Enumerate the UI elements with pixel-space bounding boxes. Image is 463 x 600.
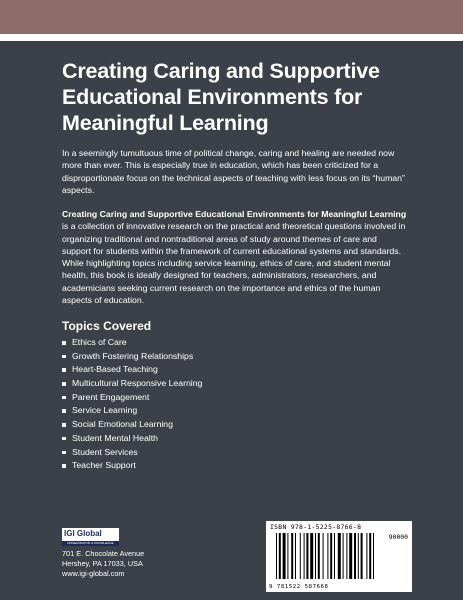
ean-digits: 9 781522 587668 xyxy=(269,584,329,590)
paragraph-body: is a collection of innovative research on the practical and theoretical questions involved in organizing traditional and nontraditional areas of study around themes of care and support for students within the framework of current educational systems and standards. While highlighting topics including service learning, ethics of care, and student mental health, this book is ideally designed for teachers, administrators, researchers, and academicians seeking current research on the importance and ethics of the human aspects of education. xyxy=(62,221,406,306)
back-cover xyxy=(0,41,463,600)
barcode-icon xyxy=(274,533,404,581)
bullet-icon xyxy=(62,368,66,372)
topics-list xyxy=(62,336,202,473)
topic-label: Student Mental Health xyxy=(72,432,158,443)
list-item xyxy=(62,350,202,364)
topic-label: Social Emotional Learning xyxy=(72,419,173,430)
address-line: Hershey, PA 17033, USA xyxy=(62,559,143,568)
title-line: Creating Caring and Supportive xyxy=(62,59,380,83)
topics-heading: Topics Covered xyxy=(62,319,152,333)
topic-label: Heart-Based Teaching xyxy=(72,364,158,375)
description-paragraph-1: In a seemingly tumultuous time of political change, caring and healing are needed now more than ever. This is especially true in education, which has been criticized for a disproportionate focus on the technical aspects of teaching with less focus on its “human” aspects. xyxy=(62,148,405,195)
bullet-icon xyxy=(62,464,66,468)
book-title xyxy=(62,58,402,136)
list-item xyxy=(62,418,202,432)
list-item xyxy=(62,336,202,350)
logo-tagline: DISSEMINATOR of KNOWLEDGE xyxy=(62,541,119,546)
website-link[interactable]: www.igi-global.com xyxy=(62,569,125,578)
bullet-icon xyxy=(62,409,66,413)
list-item xyxy=(62,432,202,446)
bullet-icon xyxy=(62,396,66,400)
list-item xyxy=(62,404,202,418)
topic-label: Multicultural Responsive Learning xyxy=(72,378,203,389)
topic-label: Growth Fostering Relationships xyxy=(72,350,194,361)
topic-label: Teacher Support xyxy=(72,460,136,471)
topic-label: Parent Engagement xyxy=(72,391,150,402)
top-color-band xyxy=(0,0,463,34)
logo-text: IGI Global xyxy=(64,529,102,538)
bullet-icon xyxy=(62,341,66,345)
barcode-panel xyxy=(266,521,412,592)
isbn-number: ISBN 978-1-5225-8766-8 xyxy=(270,523,362,531)
list-item xyxy=(62,363,202,377)
publisher-address xyxy=(62,549,144,579)
address-line: 701 E. Chocolate Avenue xyxy=(62,549,145,558)
title-line: Educational Environments for xyxy=(62,85,363,109)
list-item xyxy=(62,459,202,473)
publisher-logo xyxy=(62,528,119,541)
paragraph-book-title: Creating Caring and Supportive Educational Environments for Meaningful Learning xyxy=(62,209,407,219)
bullet-icon xyxy=(62,423,66,427)
bullet-icon xyxy=(62,437,66,441)
topic-label: Service Learning xyxy=(72,405,138,416)
bullet-icon xyxy=(62,382,66,386)
description-paragraph-2 xyxy=(62,208,407,306)
list-item xyxy=(62,391,202,405)
price-code: 90000 xyxy=(388,533,408,541)
list-item xyxy=(62,446,202,460)
topic-label: Student Services xyxy=(72,446,138,457)
bullet-icon xyxy=(62,451,66,455)
topic-label: Ethics of Care xyxy=(72,337,127,347)
bullet-icon xyxy=(62,355,66,359)
list-item xyxy=(62,377,202,391)
title-line: Meaningful Learning xyxy=(62,111,269,135)
